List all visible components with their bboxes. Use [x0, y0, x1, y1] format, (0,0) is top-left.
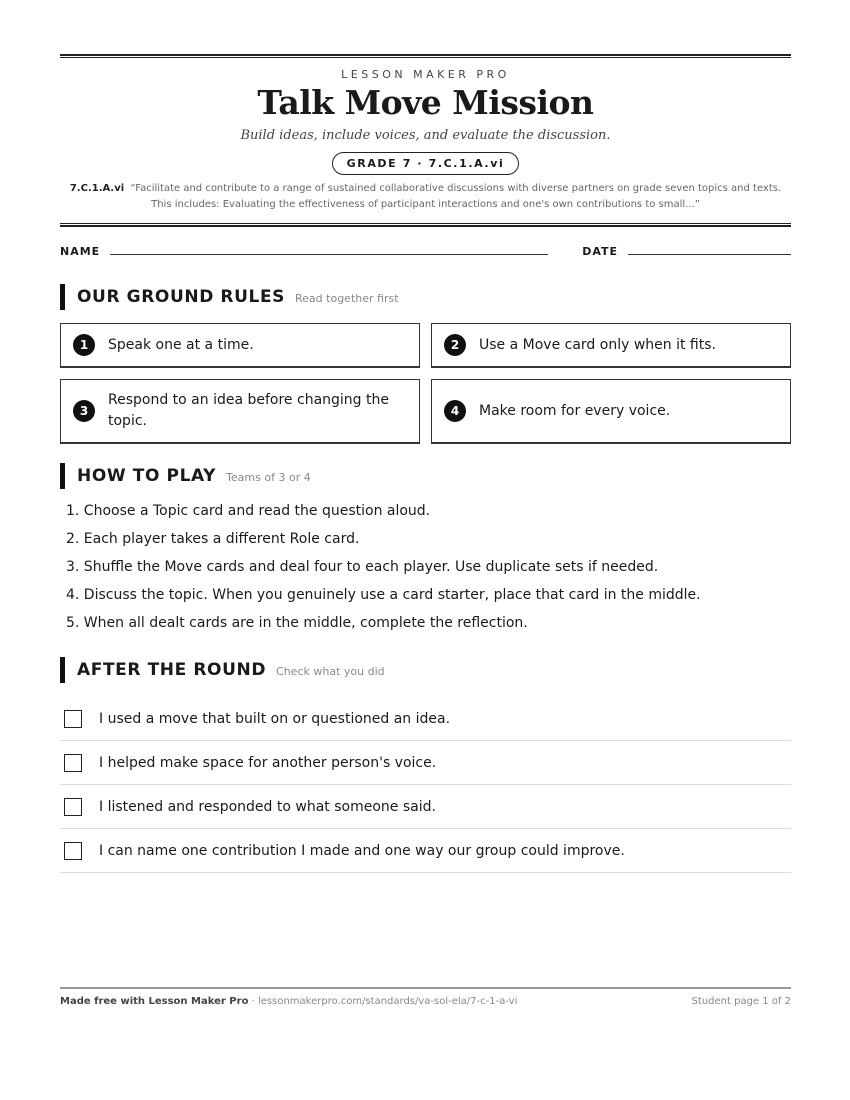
page-number: Student page 1 of 2: [691, 996, 791, 1007]
after-round-heading: [60, 657, 791, 683]
checklist-text: I used a move that built on or questioned an idea.: [99, 710, 451, 727]
standard-code: 7.C.1.A.vi: [69, 183, 125, 194]
grade-badge: GRADE 7 · 7.C.1.A.vi: [332, 152, 520, 175]
rule-text: Speak one at a time.: [108, 336, 254, 353]
ground-rule-card: [431, 379, 791, 444]
checklist-text: I can name one contribution I made and one way our group could improve.: [99, 842, 625, 859]
footer-url[interactable]: · lessonmakerpro.com/standards/va-sol-ela/7-c-1-a-vi: [248, 996, 518, 1007]
list-item: 4. Discuss the topic. When you genuinely use a card starter, place that card in the middle.: [66, 587, 701, 603]
ground-rule-card: [431, 323, 791, 368]
name-field[interactable]: [110, 254, 548, 255]
list-item: 3. Shuffle the Move cards and deal four to each player. Use duplicate sets if needed.: [66, 559, 659, 575]
top-divider: [60, 54, 791, 58]
section-note: Check what you did: [276, 665, 385, 678]
page-title: Talk Move Mission: [257, 83, 594, 122]
footer-credit: [60, 996, 517, 1007]
page-subtitle: Build ideas, include voices, and evaluate the discussion.: [240, 128, 611, 143]
ground-rule-card: [60, 323, 420, 368]
ground-rules-grid: [60, 323, 791, 444]
checkbox[interactable]: [64, 754, 82, 772]
checkbox[interactable]: [64, 710, 82, 728]
checkbox[interactable]: [64, 842, 82, 860]
section-title: OUR GROUND RULES: [77, 287, 286, 307]
rule-text: Make room for every voice.: [479, 402, 671, 419]
checklist-item: [60, 829, 791, 873]
name-label: NAME: [60, 245, 101, 258]
list-item: 5. When all dealt cards are in the middle, complete the reflection.: [66, 615, 528, 631]
list-item: 1. Choose a Topic card and read the question aloud.: [66, 503, 431, 519]
standard-text: “Facilitate and contribute to a range of sustained collaborative discussions with diverse partners on grade seven topics and texts. This includes: Evaluating the effectiveness of participant interactions and one's own contributions to small...”: [130, 183, 782, 210]
ground-rules-heading: [60, 284, 791, 310]
checklist-text: I listened and responded to what someone said.: [99, 798, 436, 815]
standard-description: [60, 181, 791, 213]
page-footer: [60, 987, 791, 1007]
rule-number-badge: 1: [73, 334, 95, 356]
date-field[interactable]: [628, 254, 791, 255]
header-divider: [60, 223, 791, 227]
ground-rule-card: [60, 379, 420, 444]
rule-text: Respond to an idea before changing the topic.: [108, 392, 389, 429]
brand-name: LESSON MAKER PRO: [341, 68, 510, 81]
list-item: 2. Each player takes a different Role card.: [66, 531, 360, 547]
date-label: DATE: [582, 245, 618, 258]
footer-made-with: Made free with Lesson Maker Pro: [60, 996, 249, 1007]
worksheet-page: [60, 54, 791, 873]
how-to-play-steps: [60, 501, 791, 641]
checklist-text: I helped make space for another person's voice.: [99, 754, 437, 771]
name-date-row: [60, 245, 791, 258]
section-note: Teams of 3 or 4: [226, 471, 311, 484]
checklist-item: [60, 697, 791, 741]
rule-text: Use a Move card only when it fits.: [479, 336, 716, 353]
rule-number-badge: 4: [444, 400, 466, 422]
checklist-item: [60, 741, 791, 785]
checklist-item: [60, 785, 791, 829]
section-note: Read together first: [295, 292, 399, 305]
section-title: AFTER THE ROUND: [77, 660, 267, 680]
reflection-checklist: [60, 697, 791, 873]
rule-number-badge: 3: [73, 400, 95, 422]
how-to-play-heading: [60, 463, 791, 489]
grade-wrap: [60, 152, 791, 175]
checkbox[interactable]: [64, 798, 82, 816]
section-title: HOW TO PLAY: [77, 466, 217, 486]
rule-number-badge: 2: [444, 334, 466, 356]
